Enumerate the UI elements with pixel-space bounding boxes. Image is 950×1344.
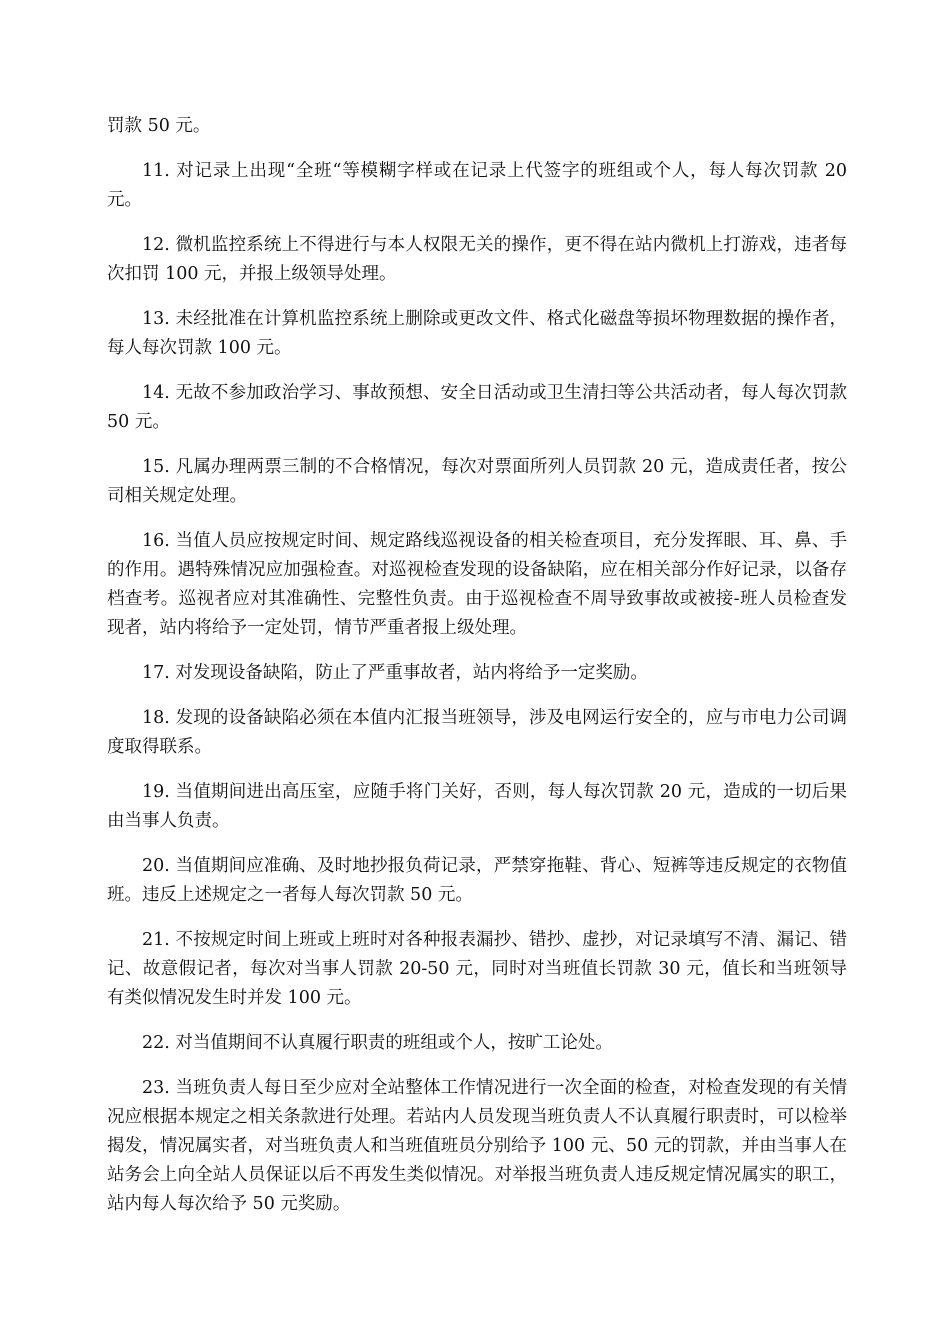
rule-item-18: 18. 发现的设备缺陷必须在本值内汇报当班领导，涉及电网运行安全的，应与市电力公司调度取得联系。 [107,708,847,757]
rule-item-22: 22. 对当值期间不认真履行职责的班组或个人，按旷工论处。 [142,1033,613,1053]
document-body [107,112,847,1235]
rule-item-21: 21. 不按规定时间上班或上班时对各种报表漏抄、错抄、虚抄，对记录填写不清、漏记、错记、故意假记者，每次对当事人罚款 20-50 元，同时对当班值长罚款 30 元，值长和当班领导有类似情况发生时并发 100 元。 [107,930,847,1008]
rule-item-15: 15. 凡属办理两票三制的不合格情况，每次对票面所列人员罚款 20 元，造成责任者，按公司相关规定处理。 [107,457,847,506]
rule-item-14: 14. 无故不参加政治学习、事故预想、安全日活动或卫生清扫等公共活动者，每人每次罚款 50 元。 [107,383,847,432]
rule-item-11: 11. 对记录上出现“全班“等模糊字样或在记录上代签字的班组或个人，每人每次罚款 20 元。 [107,161,847,210]
rule-item-13: 13. 未经批准在计算机监控系统上删除或更改文件、格式化磁盘等损坏物理数据的操作者，每人每次罚款 100 元。 [107,309,847,358]
rule-item-17: 17. 对发现设备缺陷，防止了严重事故者，站内将给予一定奖励。 [142,663,648,683]
rule-item-19: 19. 当值期间进出高压室，应随手将门关好，否则，每人每次罚款 20 元，造成的一切后果由当事人负责。 [107,782,847,831]
rule-item-16: 16. 当值人员应按规定时间、规定路线巡视设备的相关检查项目，充分发挥眼、耳、鼻、手的作用。遇特殊情况应加强检查。对巡视检查发现的设备缺陷，应在相关部分作好记录，以备存档查考。巡视者应对其准确性、完整性负责。由于巡视检查不周导致事故或被接-班人员检查发现者，站内将给予一定处罚，情节严重者报上级处理。 [107,531,847,638]
rule-item-23: 23. 当班负责人每日至少应对全站整体工作情况进行一次全面的检查，对检查发现的有关情况应根据本规定之相关条款进行处理。若站内人员发现当班负责人不认真履行职责时，可以检举揭发，情况属实者，对当班负责人和当班值班员分别给予 100 元、50 元的罚款，并由当事人在站务会上向全站人员保证以后不再发生类似情况。对举报当班负责人违反规定情况属实的职工，站内每人每次给予 50 元奖励。 [107,1078,847,1214]
lead-paragraph: 罚款 50 元。 [107,116,211,136]
rule-item-20: 20. 当值期间应准确、及时地抄报负荷记录，严禁穿拖鞋、背心、短裤等违反规定的衣物值班。违反上述规定之一者每人每次罚款 50 元。 [107,856,847,905]
rule-item-12: 12. 微机监控系统上不得进行与本人权限无关的操作，更不得在站内微机上打游戏，违者每次扣罚 100 元，并报上级领导处理。 [107,235,847,284]
